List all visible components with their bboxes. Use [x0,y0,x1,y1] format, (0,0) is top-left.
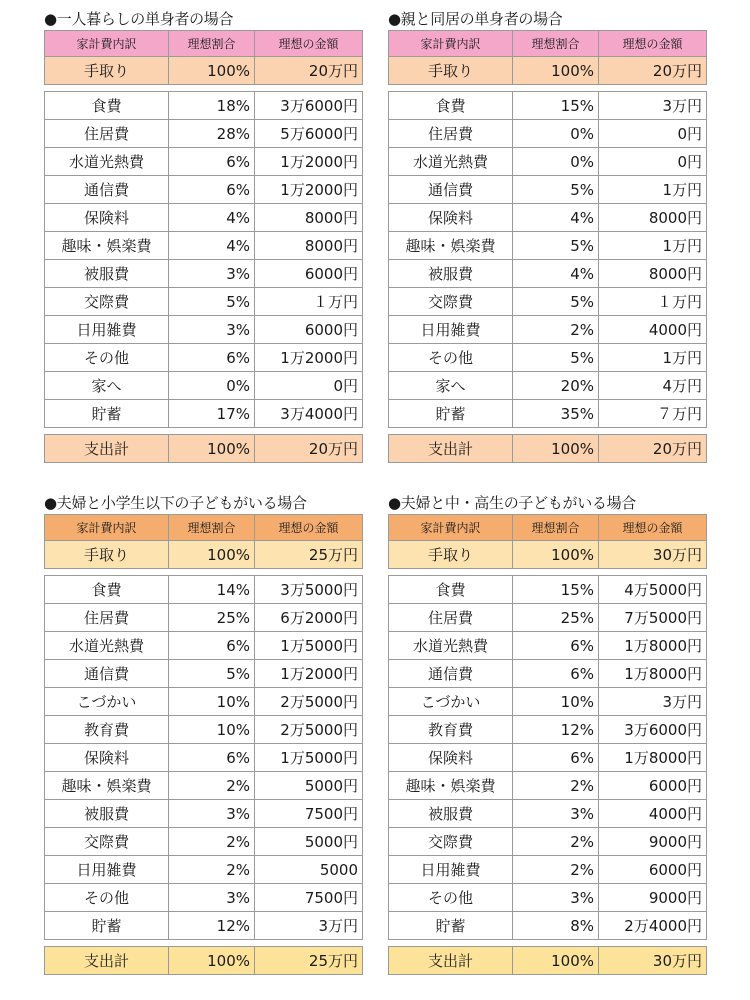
ratio-cell: 10% [169,688,255,716]
amount-cell: 25万円 [255,947,363,975]
column-header: 理想の金額 [255,31,363,57]
amount-cell: 0円 [599,120,707,148]
ratio-cell: 100% [513,57,599,85]
amount-cell: １万円 [255,288,363,316]
amount-cell: 3万4000円 [255,400,363,428]
table-row [45,688,363,716]
row-label: 貯蓄 [45,912,169,940]
table-row [389,856,707,884]
table-row [389,288,707,316]
amount-cell: 2万5000円 [255,716,363,744]
total-table [388,946,707,975]
row-label: 交際費 [45,288,169,316]
row-label: 被服費 [45,800,169,828]
amount-cell: 1万8000円 [599,660,707,688]
amount-cell: 2万5000円 [255,688,363,716]
amount-cell: 5000 [255,856,363,884]
ratio-cell: 14% [169,576,255,604]
row-label: 日用雑費 [45,316,169,344]
column-header: 家計費内訳 [389,31,513,57]
table-row [45,176,363,204]
row-label: 通信費 [389,176,513,204]
ratio-cell: 12% [169,912,255,940]
row-label: 食費 [45,576,169,604]
row-label: 交際費 [389,288,513,316]
row-label: 交際費 [45,828,169,856]
amount-cell: 1万2000円 [255,344,363,372]
ratio-cell: 3% [513,884,599,912]
ratio-cell: 0% [169,372,255,400]
row-label: 貯蓄 [389,912,513,940]
table-row [45,856,363,884]
header-row [389,515,707,541]
ratio-cell: 6% [513,744,599,772]
table-row [389,912,707,940]
table-row [45,716,363,744]
amount-cell: 8000円 [255,232,363,260]
take-home-row [389,541,707,569]
ratio-cell: 100% [169,435,255,463]
table-row [45,576,363,604]
table-block-single-living-alone [44,8,362,463]
column-header: 理想割合 [169,31,255,57]
table-title: ●親と同居の単身者の場合 [388,10,563,28]
amount-cell: 8000円 [255,204,363,232]
amount-cell: 6万2000円 [255,604,363,632]
amount-cell: 1万円 [599,232,707,260]
table-row [45,372,363,400]
ratio-cell: 100% [513,435,599,463]
table-row [45,744,363,772]
row-label: 食費 [389,92,513,120]
row-label: 住居費 [45,120,169,148]
amount-cell: 5000円 [255,772,363,800]
row-label: その他 [389,884,513,912]
row-label: 水道光熱費 [389,148,513,176]
row-label: 被服費 [389,260,513,288]
table-row [45,232,363,260]
row-label: 水道光熱費 [389,632,513,660]
row-label: 家へ [389,372,513,400]
amount-cell: 0円 [255,372,363,400]
ratio-cell: 6% [169,344,255,372]
column-header: 理想の金額 [255,515,363,541]
ratio-cell: 10% [513,688,599,716]
amount-cell: 0円 [599,148,707,176]
row-label: 保険料 [389,744,513,772]
ratio-cell: 6% [513,660,599,688]
budget-summary-table [44,514,363,569]
table-row [45,772,363,800]
ratio-cell: 5% [513,288,599,316]
table-block-single-with-parents [388,8,706,463]
row-label: 日用雑費 [45,856,169,884]
header-row [389,31,707,57]
amount-cell: 3万円 [599,688,707,716]
amount-cell: 4000円 [599,316,707,344]
row-label: 交際費 [389,828,513,856]
column-header: 理想の金額 [599,31,707,57]
take-home-row [45,57,363,85]
amount-cell: 1万円 [599,176,707,204]
amount-cell: 6000円 [255,260,363,288]
ratio-cell: 3% [169,260,255,288]
total-row [45,947,363,975]
row-label: 保険料 [45,744,169,772]
table-row [45,912,363,940]
table-block-couple-with-young-children [44,492,362,975]
row-label: 家へ [45,372,169,400]
table-row [389,828,707,856]
table-row [389,632,707,660]
amount-cell: 25万円 [255,541,363,569]
amount-cell: 20万円 [255,435,363,463]
ratio-cell: 100% [513,541,599,569]
table-row [389,148,707,176]
column-header: 理想割合 [169,515,255,541]
table-row [389,576,707,604]
ratio-cell: 25% [513,604,599,632]
budget-summary-table [388,30,707,85]
table-row [45,400,363,428]
table-row [45,828,363,856]
ratio-cell: 10% [169,716,255,744]
total-table [44,946,363,975]
ratio-cell: 100% [169,947,255,975]
ratio-cell: 6% [169,148,255,176]
table-row [389,92,707,120]
amount-cell: 1万5000円 [255,632,363,660]
table-row [45,92,363,120]
table-row [45,316,363,344]
row-label: 通信費 [389,660,513,688]
amount-cell: 7万5000円 [599,604,707,632]
row-label: 住居費 [45,604,169,632]
ratio-cell: 15% [513,576,599,604]
table-row [389,660,707,688]
ratio-cell: 3% [169,800,255,828]
amount-cell: 1万2000円 [255,660,363,688]
amount-cell: 30万円 [599,947,707,975]
amount-cell: 8000円 [599,260,707,288]
amount-cell: 20万円 [255,57,363,85]
table-row [389,800,707,828]
table-row [45,344,363,372]
amount-cell: 1万8000円 [599,632,707,660]
ratio-cell: 3% [513,800,599,828]
table-row [389,260,707,288]
table-row [389,884,707,912]
table-row [45,120,363,148]
amount-cell: 30万円 [599,541,707,569]
row-label: 趣味・娯楽費 [389,232,513,260]
table-row [45,260,363,288]
amount-cell: 1万円 [599,344,707,372]
table-row [45,148,363,176]
take-home-row [389,57,707,85]
ratio-cell: 5% [513,232,599,260]
column-header: 理想割合 [513,31,599,57]
row-label: 支出計 [45,435,169,463]
row-label: 趣味・娯楽費 [45,232,169,260]
total-row [389,435,707,463]
amount-cell: 2万4000円 [599,912,707,940]
take-home-row [45,541,363,569]
column-header: 理想割合 [513,515,599,541]
table-title: ●夫婦と小学生以下の子どもがいる場合 [44,494,307,512]
expense-breakdown-table [44,575,363,940]
table-row [389,120,707,148]
row-label: 支出計 [45,947,169,975]
row-label: 趣味・娯楽費 [45,772,169,800]
amount-cell: 8000円 [599,204,707,232]
ratio-cell: 20% [513,372,599,400]
amount-cell: 1万2000円 [255,148,363,176]
table-row [45,884,363,912]
row-label: 被服費 [45,260,169,288]
table-row [389,232,707,260]
row-label: 食費 [389,576,513,604]
amount-cell: 3万円 [599,92,707,120]
row-label: 貯蓄 [389,400,513,428]
budget-summary-table [388,514,707,569]
amount-cell: 1万8000円 [599,744,707,772]
row-label: 貯蓄 [45,400,169,428]
row-label: 日用雑費 [389,856,513,884]
ratio-cell: 12% [513,716,599,744]
ratio-cell: 3% [169,316,255,344]
table-row [389,372,707,400]
ratio-cell: 5% [169,288,255,316]
row-label: 保険料 [45,204,169,232]
ratio-cell: 3% [169,884,255,912]
amount-cell: 4万円 [599,372,707,400]
ratio-cell: 6% [169,744,255,772]
budget-summary-table [44,30,363,85]
amount-cell: 1万2000円 [255,176,363,204]
total-table [388,434,707,463]
row-label: その他 [45,884,169,912]
row-label: こづかい [389,688,513,716]
ratio-cell: 6% [169,176,255,204]
total-table [44,434,363,463]
amount-cell: 3万円 [255,912,363,940]
ratio-cell: 5% [169,660,255,688]
ratio-cell: 17% [169,400,255,428]
row-label: 教育費 [45,716,169,744]
amount-cell: 4万5000円 [599,576,707,604]
amount-cell: 3万5000円 [255,576,363,604]
ratio-cell: 0% [513,120,599,148]
table-title: ●夫婦と中・高生の子どもがいる場合 [388,494,636,512]
row-label: その他 [45,344,169,372]
expense-breakdown-table [44,91,363,428]
table-row [389,176,707,204]
amount-cell: 1万5000円 [255,744,363,772]
ratio-cell: 6% [513,632,599,660]
amount-cell: 3万6000円 [599,716,707,744]
amount-cell: ７万円 [599,400,707,428]
row-label: 水道光熱費 [45,632,169,660]
ratio-cell: 28% [169,120,255,148]
column-header: 家計費内訳 [45,515,169,541]
total-row [389,947,707,975]
table-row [389,716,707,744]
table-row [45,660,363,688]
amount-cell: 6000円 [255,316,363,344]
column-header: 理想の金額 [599,515,707,541]
table-row [45,800,363,828]
row-label: 住居費 [389,120,513,148]
table-row [45,204,363,232]
amount-cell: １万円 [599,288,707,316]
ratio-cell: 100% [169,57,255,85]
table-row [389,400,707,428]
amount-cell: 5000円 [255,828,363,856]
expense-breakdown-table [388,91,707,428]
ratio-cell: 100% [169,541,255,569]
amount-cell: 9000円 [599,828,707,856]
ratio-cell: 6% [169,632,255,660]
ratio-cell: 5% [513,176,599,204]
row-label: 支出計 [389,435,513,463]
total-row [45,435,363,463]
table-row [389,604,707,632]
ratio-cell: 2% [169,828,255,856]
amount-cell: 9000円 [599,884,707,912]
ratio-cell: 25% [169,604,255,632]
amount-cell: 6000円 [599,772,707,800]
row-label: 日用雑費 [389,316,513,344]
ratio-cell: 2% [513,828,599,856]
table-row [45,604,363,632]
row-label: こづかい [45,688,169,716]
row-label: その他 [389,344,513,372]
ratio-cell: 15% [513,92,599,120]
amount-cell: 4000円 [599,800,707,828]
ratio-cell: 0% [513,148,599,176]
amount-cell: 20万円 [599,435,707,463]
amount-cell: 7500円 [255,800,363,828]
row-label: 支出計 [389,947,513,975]
ratio-cell: 4% [169,232,255,260]
amount-cell: 5万6000円 [255,120,363,148]
row-label: 被服費 [389,800,513,828]
ratio-cell: 4% [513,204,599,232]
table-row [45,632,363,660]
table-title: ●一人暮らしの単身者の場合 [44,10,234,28]
ratio-cell: 2% [169,856,255,884]
expense-breakdown-table [388,575,707,940]
table-row [389,688,707,716]
header-row [45,515,363,541]
amount-cell: 20万円 [599,57,707,85]
ratio-cell: 4% [169,204,255,232]
amount-cell: 6000円 [599,856,707,884]
ratio-cell: 2% [513,772,599,800]
table-row [389,744,707,772]
row-label: 手取り [389,541,513,569]
row-label: 水道光熱費 [45,148,169,176]
table-row [389,772,707,800]
row-label: 保険料 [389,204,513,232]
row-label: 手取り [389,57,513,85]
column-header: 家計費内訳 [389,515,513,541]
table-row [389,344,707,372]
column-header: 家計費内訳 [45,31,169,57]
row-label: 趣味・娯楽費 [389,772,513,800]
row-label: 住居費 [389,604,513,632]
ratio-cell: 35% [513,400,599,428]
header-row [45,31,363,57]
ratio-cell: 100% [513,947,599,975]
row-label: 通信費 [45,660,169,688]
table-row [45,288,363,316]
row-label: 手取り [45,57,169,85]
row-label: 教育費 [389,716,513,744]
ratio-cell: 5% [513,344,599,372]
amount-cell: 7500円 [255,884,363,912]
row-label: 手取り [45,541,169,569]
amount-cell: 3万6000円 [255,92,363,120]
ratio-cell: 4% [513,260,599,288]
ratio-cell: 2% [513,316,599,344]
ratio-cell: 18% [169,92,255,120]
table-block-couple-with-teen-children [388,492,706,975]
ratio-cell: 2% [513,856,599,884]
ratio-cell: 2% [169,772,255,800]
row-label: 食費 [45,92,169,120]
table-row [389,316,707,344]
row-label: 通信費 [45,176,169,204]
table-row [389,204,707,232]
ratio-cell: 8% [513,912,599,940]
